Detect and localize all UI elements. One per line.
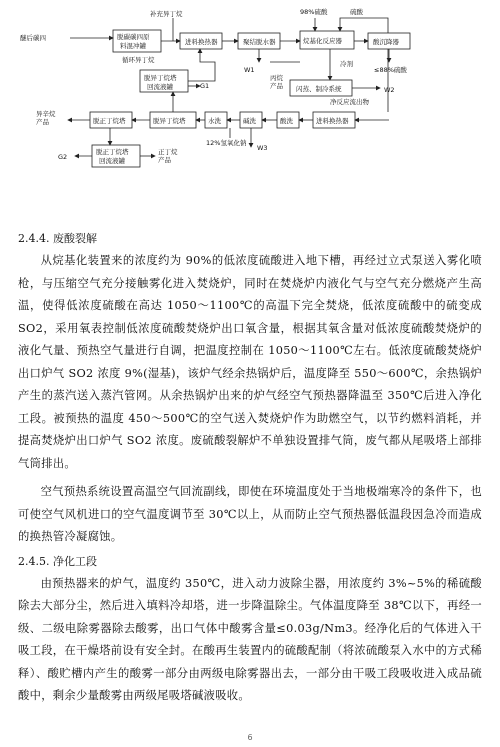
svg-text:W3: W3 [257,144,268,152]
svg-text:循环异丁烷: 循环异丁烷 [122,56,155,64]
svg-text:W1: W1 [244,66,255,74]
svg-text:G1: G1 [200,82,210,90]
svg-text:进料换热器: 进料换热器 [316,117,349,125]
svg-text:产品: 产品 [36,118,49,126]
svg-text:脱正丁烷塔: 脱正丁烷塔 [93,117,126,125]
svg-text:异辛烷: 异辛烷 [36,110,56,118]
document-body [18,228,482,708]
paragraph-244-1: 从烷基化装置来的浓度约为 90%的低浓度硫酸进入地下槽，再经过立式泵送入雾化喷枪，与压缩空气充分接触雾化进入焚烧炉，同时在焚烧炉内液化气与空气充分燃烧产生高温，使得低浓度硫酸在高达 1050～1100℃的高温下完全焚烧，低浓度硫酸中的硫变成 SO2，采用氧表控制低浓度硫酸焚烧炉出口氧含量，根据其氧含量对低浓度硫酸焚烧炉的液化气量、预热空气量进行自调，把温度控制在 1050～1100℃左右。低浓度硫酸焚烧炉出口炉气 SO2 浓度 9%(湿基)，该炉气经余热锅炉后，温度降至 550～600℃，余热锅炉产生的蒸汽送入蒸汽管网。从余热锅炉出来的炉气经空气预热器降温至 350℃后进入净化工段。被预热的温度 450～500℃的空气送入焚烧炉作为助燃空气，以节约燃料消耗，并提高焚烧炉出口炉气 SO2 浓度。废硫酸裂解炉不单独设置排气筒，废气都从尾吸塔上部排气筒排出。 [18,254,482,470]
svg-text:丙烷: 丙烷 [270,74,283,82]
svg-text:回流液罐: 回流液罐 [147,83,173,91]
svg-text:W2: W2 [384,86,395,94]
svg-text:脱正丁烷塔: 脱正丁烷塔 [96,148,129,156]
svg-text:12%氢氧化钠: 12%氢氧化钠 [206,139,247,147]
svg-text:硫酸: 硫酸 [350,8,363,16]
page-number: 6 [247,733,253,742]
svg-text:闪蒸、制冷系统: 闪蒸、制冷系统 [296,85,342,93]
svg-text:冷剂: 冷剂 [340,60,353,68]
svg-text:脱异丁烷塔: 脱异丁烷塔 [153,117,186,125]
svg-text:烷基化反应器: 烷基化反应器 [303,37,342,45]
svg-text:产品: 产品 [158,156,171,164]
svg-text:补充异丁烷: 补充异丁烷 [150,10,183,18]
svg-text:碱洗: 碱洗 [243,117,256,125]
paragraph-244-2: 空气预热系统设置高温空气回流副线，即使在环境温度处于当地极端寒冷的条件下，也可使空气风机进口的空气温度调节至 30℃以上，从而防止空气预热器低温段因急冷而造成的换热管冷凝腐蚀。 [18,485,482,543]
section-heading-244: 2.4.4. 废酸裂解 [18,232,97,245]
paragraph-245-1: 由预热器来的炉气，温度约 350℃，进入动力波除尘器，用浓度约 3%~5%的稀硫酸除去大部分尘，然后进入填料冷却塔，进一步降温除尘。气体温度降至 38℃以下，再经一级、二级电除雾器除去酸雾，出口气体中酸雾含量≤0.03g/Nm3。经净化后的气体进入干吸工段，在干燥塔前设有安全封。在酸再生装置内的硫酸配制（将浓硫酸泵入水中的方式稀释）、酸贮槽内产生的酸雾一部分由两级电除雾器出去，一部分由干吸工段吸收进入成品硫酸中，剩余少量酸雾由两级尾吸塔碱液吸收。 [18,576,482,702]
svg-text:水洗: 水洗 [208,117,221,125]
svg-text:≤88%硫酸: ≤88%硫酸 [374,66,407,74]
svg-text:醚后碳四: 醚后碳四 [20,34,46,42]
svg-text:脱异丁烷塔: 脱异丁烷塔 [144,74,177,82]
svg-text:聚结脱水器: 聚结脱水器 [243,38,276,46]
svg-text:回流液罐: 回流液罐 [99,157,125,165]
svg-text:G2: G2 [58,153,68,161]
section-heading-245: 2.4.5. 净化工段 [18,554,97,568]
svg-text:98%硫酸: 98%硫酸 [300,8,328,16]
svg-text:净反应流出物: 净反应流出物 [330,98,369,106]
svg-text:酸沉降器: 酸沉降器 [373,38,399,46]
process-flow-diagram [0,0,500,230]
svg-text:进料换热器: 进料换热器 [185,38,218,46]
svg-text:酸洗: 酸洗 [280,117,293,125]
svg-text:产品: 产品 [270,82,283,90]
svg-text:脱碳碳四原: 脱碳碳四原 [117,33,150,41]
svg-text:料混冲罐: 料混冲罐 [120,42,146,50]
svg-text:正丁烷: 正丁烷 [158,148,178,156]
